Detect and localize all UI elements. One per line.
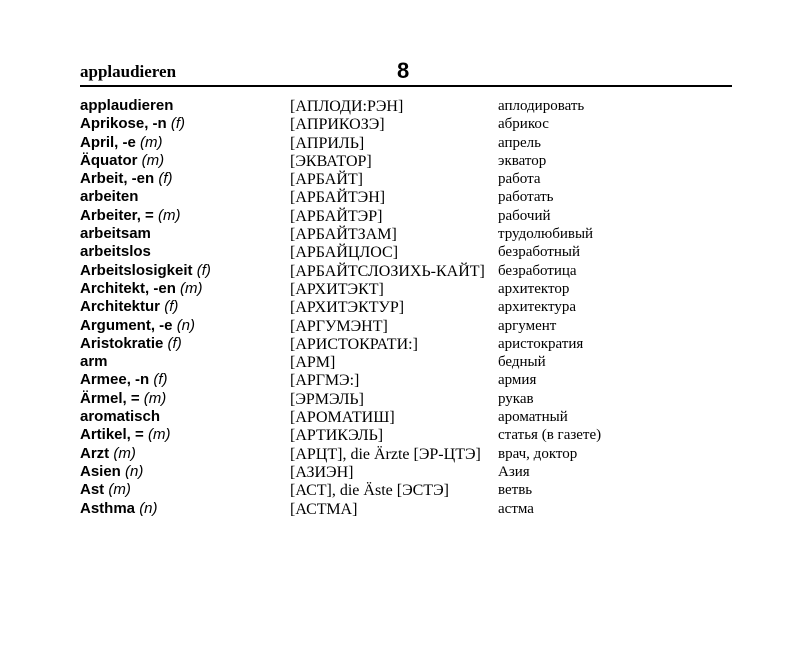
translation: бедный (498, 354, 546, 371)
transcription: [АПРИКОЗЭ] (290, 116, 385, 134)
headword-text: Arbeit, -en (80, 170, 155, 188)
headword (80, 445, 290, 463)
dictionary-entry (80, 463, 740, 481)
headword (80, 481, 290, 499)
dictionary-entry (80, 335, 740, 353)
transcription: [ЭКВАТОР] (290, 152, 372, 170)
translation: ароматный (498, 409, 568, 426)
dictionary-entry (80, 188, 740, 206)
dictionary-entry (80, 390, 740, 408)
translation: апрель (498, 134, 541, 151)
transcription: [АРБАЙТСЛОЗИХЬ-КАЙТ] (290, 262, 485, 280)
translation: рабочий (498, 207, 551, 224)
dictionary-entry (80, 481, 740, 499)
translation: безработный (498, 244, 580, 261)
headword-text: Arzt (80, 444, 110, 462)
headword (80, 207, 290, 225)
transcription: [АРХИТЭКТУР] (290, 299, 405, 317)
headword (80, 152, 290, 170)
dictionary-entry (80, 152, 740, 170)
transcription: [АРИСТОКРАТИ:] (290, 335, 418, 353)
headword (80, 134, 290, 152)
transcription: [АРБАЙТ] (290, 171, 363, 189)
gender-marker: (f) (164, 298, 179, 316)
headword-text: arm (80, 353, 108, 371)
headword-text: April, -e (80, 133, 136, 151)
transcription: [АСТМА] (290, 500, 358, 518)
headword (80, 426, 290, 444)
transcription: [АРОМАТИШ] (290, 409, 395, 427)
transcription: [АРМ] (290, 354, 336, 372)
dictionary-entry (80, 353, 740, 371)
gender-marker: (n) (125, 462, 144, 480)
dictionary-entry (80, 317, 740, 335)
headword (80, 353, 290, 371)
headword-text: Arbeiter, = (80, 206, 154, 224)
gender-marker: (f) (196, 261, 211, 279)
translation: безработица (498, 262, 577, 279)
dictionary-entry (80, 134, 740, 152)
headword-text: Aristokratie (80, 334, 164, 352)
translation: работа (498, 171, 541, 188)
transcription: [ЭРМЭЛЬ] (290, 390, 364, 408)
headword (80, 97, 290, 115)
headword-text: arbeitsam (80, 225, 151, 243)
translation: архитектор (498, 280, 570, 297)
transcription: [АЗИЭН] (290, 463, 354, 481)
headword-text: Artikel, = (80, 426, 144, 444)
gender-marker: (m) (180, 279, 203, 297)
gender-marker: (f) (167, 334, 182, 352)
headword-text: Aprikose, -n (80, 115, 167, 133)
dictionary-entry (80, 170, 740, 188)
transcription: [АРБАЙТЭР] (290, 207, 383, 225)
transcription: [АРБАЙТЗАМ] (290, 226, 397, 244)
transcription: [АРЦТ], die Ärzte [ЭР-ЦТЭ] (290, 445, 481, 463)
translation: аргумент (498, 317, 557, 334)
headword (80, 298, 290, 316)
gender-marker: (m) (157, 206, 181, 224)
headword-text: Asien (80, 462, 121, 480)
headword-text: arbeiten (80, 188, 139, 206)
gender-marker: (m) (143, 389, 167, 407)
headword (80, 225, 290, 243)
transcription: [АПЛОДИ:РЭН] (290, 98, 404, 115)
headword (80, 317, 290, 335)
gender-marker: (m) (141, 151, 165, 169)
gender-marker: (m) (147, 426, 171, 444)
headword (80, 463, 290, 481)
dictionary-entry (80, 243, 740, 261)
translation: врач, доктор (498, 445, 578, 462)
translation: архитектура (498, 299, 577, 316)
translation: аплодировать (498, 98, 585, 114)
gender-marker: (n) (176, 316, 196, 334)
dictionary-entry (80, 408, 740, 426)
headword (80, 243, 290, 261)
headword (80, 371, 290, 389)
transcription: [АПРИЛЬ] (290, 134, 365, 152)
headword (80, 500, 290, 518)
gender-marker: (f) (158, 170, 173, 188)
gender-marker: (m) (113, 444, 136, 462)
dictionary-entries (80, 97, 740, 518)
running-head: applaudieren (80, 62, 177, 81)
dictionary-entry (80, 298, 740, 316)
translation: Азия (498, 463, 530, 480)
translation: армия (498, 372, 537, 389)
translation: экватор (498, 152, 547, 169)
header-rule (80, 85, 732, 87)
translation: статья (в газете) (498, 427, 602, 444)
headword-text: Architektur (80, 298, 161, 316)
headword (80, 408, 290, 426)
translation: астма (498, 500, 534, 517)
headword-text: Argument, -e (80, 316, 173, 334)
headword-text: Arbeitslosigkeit (80, 261, 193, 279)
gender-marker: (f) (170, 115, 186, 133)
headword (80, 390, 290, 408)
headword-text: Ast (80, 481, 105, 499)
headword-text: aromatisch (80, 408, 161, 426)
transcription: [АРХИТЭКТ] (290, 280, 384, 298)
headword-text: Äquator (80, 151, 138, 169)
headword (80, 115, 290, 133)
headword-text: Architekt, -en (80, 279, 176, 297)
dictionary-entry (80, 115, 740, 133)
translation: рукав (498, 390, 534, 407)
transcription: [АРГМЭ:] (290, 372, 360, 390)
gender-marker: (m) (108, 481, 131, 499)
headword (80, 335, 290, 353)
translation: трудолюбивый (498, 226, 594, 243)
translation: работать (498, 189, 554, 206)
dictionary-entry (80, 262, 740, 280)
transcription: [АРБАЙТЭН] (290, 189, 386, 207)
dictionary-entry (80, 426, 740, 444)
page-number: 8 (397, 58, 410, 83)
headword-text: arbeitslos (80, 243, 151, 261)
dictionary-entry (80, 225, 740, 243)
transcription: [АРГУМЭНТ] (290, 317, 388, 335)
dictionary-entry (80, 97, 740, 115)
dictionary-entry (80, 445, 740, 463)
dictionary-entry (80, 207, 740, 225)
transcription: [АРТИКЭЛЬ] (290, 427, 384, 445)
headword-text: Ärmel, = (80, 389, 140, 407)
headword-text: Armee, -n (80, 371, 150, 389)
translation: аристократия (498, 335, 584, 352)
gender-marker: (f) (153, 371, 168, 389)
headword-text: applaudieren (80, 97, 174, 114)
translation: ветвь (498, 482, 533, 499)
translation: абрикос (498, 116, 549, 133)
dictionary-entry (80, 280, 740, 298)
headword (80, 188, 290, 206)
headword (80, 170, 290, 188)
gender-marker: (n) (139, 499, 158, 517)
gender-marker: (m) (140, 133, 163, 151)
headword (80, 262, 290, 280)
headword-text: Asthma (80, 499, 136, 517)
headword (80, 280, 290, 298)
transcription: [АРБАЙЦЛОС] (290, 244, 399, 262)
transcription: [АСТ], die Äste [ЭСТЭ] (290, 482, 449, 500)
dictionary-entry (80, 371, 740, 389)
dictionary-entry (80, 500, 740, 518)
